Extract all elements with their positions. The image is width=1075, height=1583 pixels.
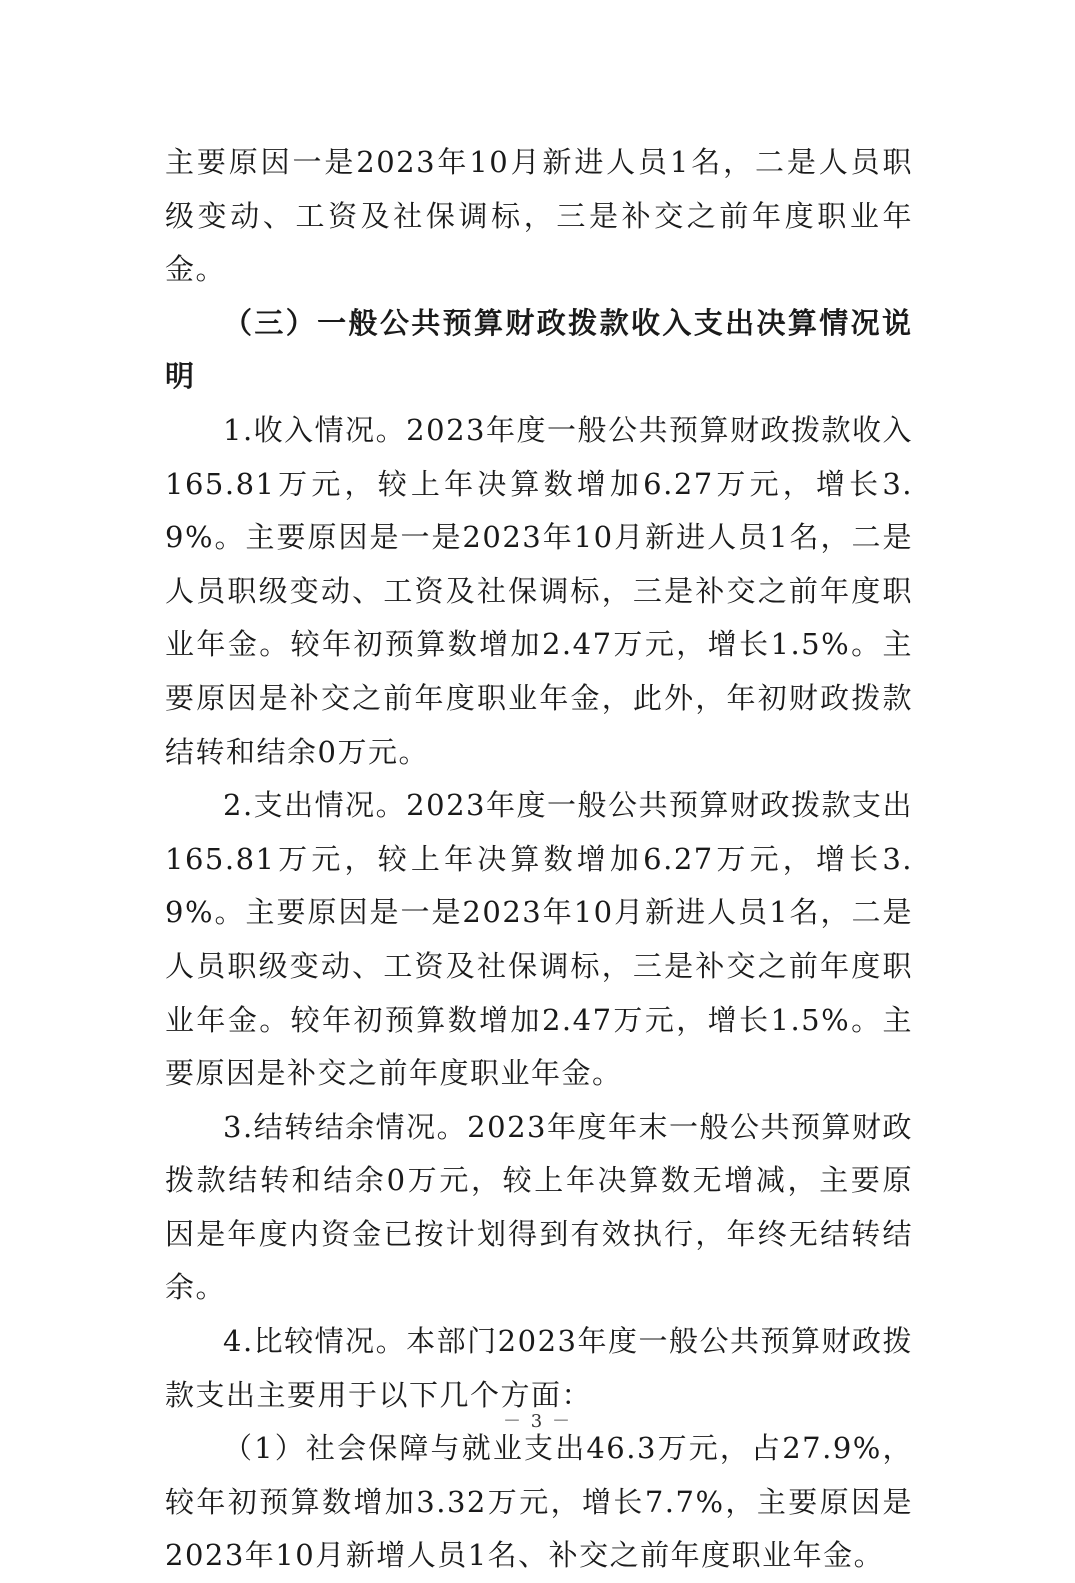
paragraph-income: 1.收入情况。2023年度一般公共预算财政拨款收入165.81万元，较上年决算数增加6.27万元，增长3.9%。主要原因是一是2023年10月新进人员1名，二是人员职级变动、工资及社保调标，三是补交之前年度职业年金。较年初预算数增加2.47万元，增长1.5%。主要原因是补交之前年度职业年金，此外，年初财政拨款结转和结余0万元。 xyxy=(165,412,913,769)
paragraph-social-security: （1）社会保障与就业支出46.3万元，占27.9%，较年初预算数增加3.32万元，增长7.7%，主要原因是2023年10月新增人员1名、补交之前年度职业年金。 xyxy=(165,1431,913,1573)
page-number: － 3 － xyxy=(503,1411,572,1432)
paragraph-continuation: 主要原因一是2023年10月新进人员1名，二是人员职级变动、工资及社保调标，三是补交之前年度职业年金。 xyxy=(165,145,913,287)
section-heading: （三）一般公共预算财政拨款收入支出决算情况说明 xyxy=(165,305,913,394)
paragraph-expenditure: 2.支出情况。2023年度一般公共预算财政拨款支出165.81万元，较上年决算数增加6.27万元，增长3.9%。主要原因是一是2023年10月新进人员1名，二是人员职级变动、工资及社保调标，三是补交之前年度职业年金。较年初预算数增加2.47万元，增长1.5%。主要原因是补交之前年度职业年金。 xyxy=(165,788,913,1091)
document-body xyxy=(165,136,913,1583)
paragraph-carryover: 3.结转结余情况。2023年度年末一般公共预算财政拨款结转和结余0万元，较上年决算数无增减，主要原因是年度内资金已按计划得到有效执行，年终无结转结余。 xyxy=(165,1109,913,1305)
paragraph-comparison: 4.比较情况。本部门2023年度一般公共预算财政拨款支出主要用于以下几个方面： xyxy=(165,1324,913,1412)
